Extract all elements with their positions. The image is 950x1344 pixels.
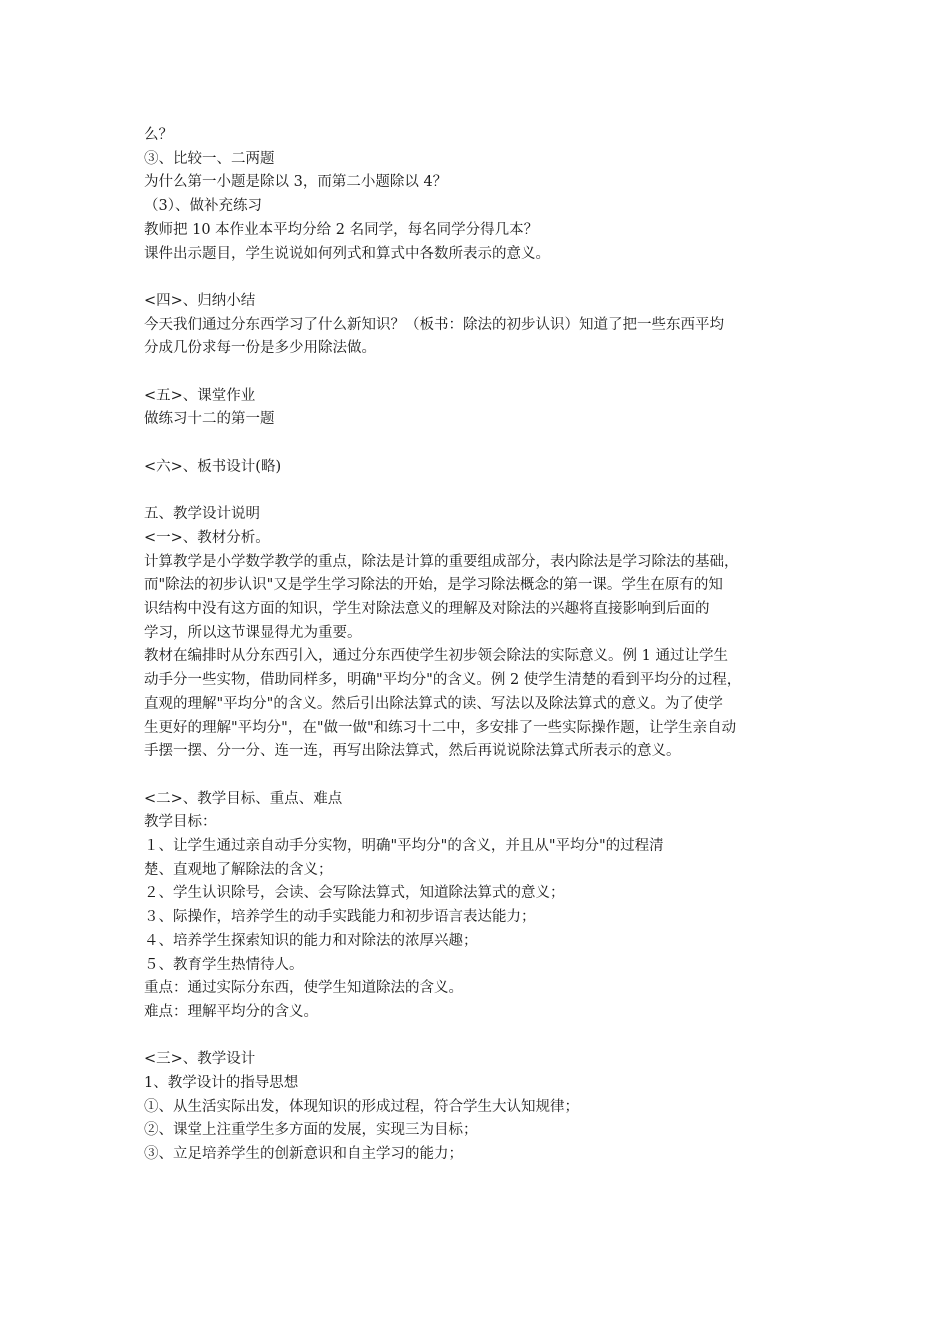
- text-line: 做练习十二的第一题: [144, 411, 275, 428]
- text-line: 为什么第一小题是除以 3，而第二小题除以 4？: [144, 174, 448, 191]
- list-item: ③、立足培养学生的创新意识和自主学习的能力；: [144, 1146, 463, 1163]
- section-heading: <五>、课堂作业: [144, 387, 256, 404]
- text-line: 直观的理解"平均分"的含义。然后引出除法算式的读、写法以及除法算式的意义。为了使学: [144, 695, 723, 712]
- section-heading: 五、教学设计说明: [144, 506, 260, 523]
- blank-line: [144, 432, 814, 456]
- list-item: ①、从生活实际出发，体现知识的形成过程，符合学生大认知规律；: [144, 1098, 579, 1115]
- section-heading: <六>、板书设计(略): [144, 458, 282, 475]
- text-line: 识结构中没有这方面的知识，学生对除法意义的理解及对除法的兴趣将直接影响到后面的: [144, 601, 710, 617]
- text-line: 手摆一摆、分一分、连一连，再写出除法算式，然后再说说除法算式所表示的意义。: [144, 743, 681, 760]
- list-item: ３、际操作，培养学生的动手实践能力和初步语言表达能力；: [144, 909, 536, 926]
- list-item: １、让学生通过亲自动手分实物，明确"平均分"的含义，并且从"平均分"的过程清: [144, 838, 664, 855]
- text-line: 生更好的理解"平均分"，在"做一做"和练习十二中，多安排了一些实际操作题，让学生亲自动: [144, 719, 737, 736]
- blank-line: [144, 480, 814, 504]
- text-line: 重点：通过实际分东西，使学生知道除法的含义。: [144, 980, 463, 997]
- list-item: ２、学生认识除号，会读、会写除法算式，知道除法算式的意义；: [144, 885, 565, 902]
- list-item: ４、培养学生探索知识的能力和对除法的浓厚兴趣；: [144, 932, 478, 949]
- document-body: [144, 124, 814, 1167]
- section-heading: <三>、教学设计: [144, 1051, 256, 1068]
- text-line: 难点：理解平均分的含义。: [144, 1003, 318, 1020]
- blank-line: [144, 361, 814, 385]
- text-line: 1、教学设计的指导思想: [144, 1075, 299, 1092]
- text-line: 计算教学是小学数学教学的重点，除法是计算的重要组成部分，表内除法是学习除法的基础，: [144, 553, 739, 570]
- text-line: 楚、直观地了解除法的含义；: [144, 861, 333, 878]
- blank-line: [144, 266, 814, 290]
- text-line: 而"除法的初步认识"又是学生学习除法的开始，是学习除法概念的第一课。学生在原有的知: [144, 577, 723, 594]
- text-line: 今天我们通过分东西学习了什么新知识？（板书：除法的初步认识）知道了把一些东西平均: [144, 316, 724, 333]
- section-heading: <一>、教材分析。: [144, 529, 270, 546]
- text-line: 课件出示题目，学生说说如何列式和算式中各数所表示的意义。: [144, 245, 550, 262]
- text-line: 教师把 10 本作业本平均分给 2 名同学，每名同学分得几本？: [144, 221, 539, 238]
- text-line: 学习，所以这节课显得尤为重要。: [144, 624, 362, 641]
- text-line: 动手分一些实物，借助同样多，明确"平均分"的含义。例 2 使学生清楚的看到平均分的过程，: [144, 672, 742, 689]
- text-line: ③、比较一、二两题: [144, 150, 275, 167]
- section-heading: <二>、教学目标、重点、难点: [144, 790, 343, 807]
- text-line: 么？: [144, 127, 173, 143]
- blank-line: [144, 1025, 814, 1049]
- list-item: ５、教育学生热情待人。: [144, 956, 304, 973]
- section-heading: <四>、归纳小结: [144, 292, 256, 309]
- blank-line: [144, 764, 814, 788]
- text-line: 分成几份求每一份是多少用除法做。: [144, 340, 376, 357]
- text-line: 教学目标：: [144, 814, 217, 831]
- text-line: 教材在编排时从分东西引入，通过分东西使学生初步领会除法的实际意义。例 1 通过让学生: [144, 648, 728, 665]
- list-item: ②、课堂上注重学生多方面的发展，实现三为目标；: [144, 1122, 478, 1139]
- text-line: （3）、做补充练习: [144, 198, 262, 215]
